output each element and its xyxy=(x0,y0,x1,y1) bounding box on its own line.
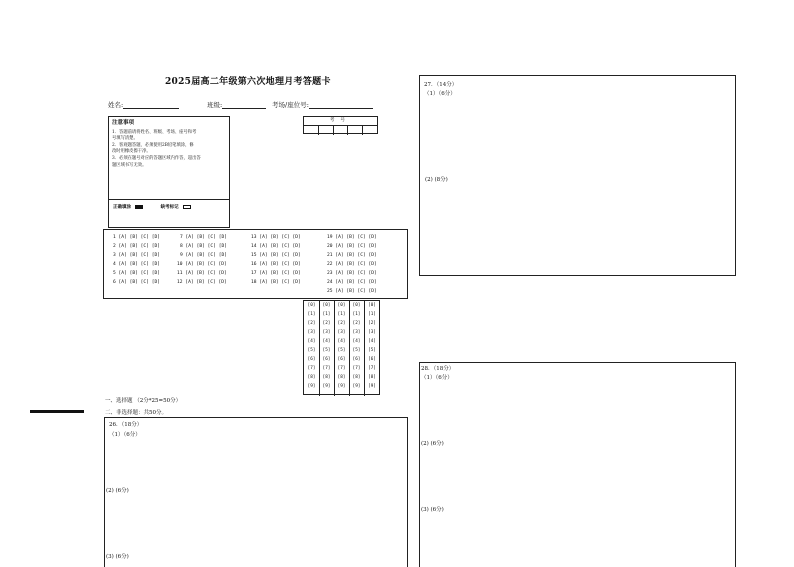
notice-line: 题区域书写无效。 xyxy=(112,162,147,168)
name-field[interactable] xyxy=(108,100,179,109)
digit-bubble[interactable]: [1] xyxy=(368,312,376,317)
choice-question[interactable]: 1 [A] [B] [C] [D] xyxy=(113,235,161,240)
digit-bubble[interactable]: [0] xyxy=(352,303,361,308)
digit-column xyxy=(349,301,365,396)
choice-question[interactable]: 13 [A] [B] [C] [D] xyxy=(251,235,301,240)
digit-bubble[interactable]: [4] xyxy=(337,339,346,344)
digit-bubble[interactable]: [1] xyxy=(352,312,361,317)
digit-bubble[interactable]: [5] xyxy=(368,348,376,353)
digit-bubble[interactable]: [9] xyxy=(352,384,361,389)
digit-bubble[interactable]: [8] xyxy=(307,375,316,380)
digit-column xyxy=(304,301,320,396)
digit-bubble[interactable]: [2] xyxy=(352,321,361,326)
digit-bubble[interactable]: [3] xyxy=(337,330,346,335)
digit-bubble[interactable]: [6] xyxy=(368,357,376,362)
correct-fill-label: 正确填涂 xyxy=(113,205,131,210)
digit-bubble[interactable]: [2] xyxy=(322,321,331,326)
notice-line: 号填写清楚。 xyxy=(112,136,138,142)
answer-box-q26[interactable] xyxy=(104,417,408,567)
answer-box-q27[interactable] xyxy=(419,75,736,276)
fill-legend xyxy=(113,204,191,210)
q26-part3: (3) (6分) xyxy=(106,554,129,560)
digit-bubble[interactable]: [3] xyxy=(307,330,316,335)
choice-question[interactable]: 25 [A] [B] [C] [D] xyxy=(327,289,377,294)
digit-bubble[interactable]: [2] xyxy=(337,321,346,326)
choice-question[interactable]: 5 [A] [B] [C] [D] xyxy=(113,271,161,276)
digit-bubble[interactable]: [3] xyxy=(368,330,376,335)
digit-bubble[interactable]: [8] xyxy=(368,375,376,380)
digit-bubble[interactable]: [8] xyxy=(322,375,331,380)
choice-question[interactable]: 3 [A] [B] [C] [D] xyxy=(113,253,161,258)
absent-checkbox[interactable] xyxy=(183,205,191,209)
exam-number-cell[interactable] xyxy=(304,126,319,135)
choice-question[interactable]: 7 [A] [B] [C] [D] xyxy=(180,235,228,240)
digit-bubble[interactable]: [7] xyxy=(337,366,346,371)
digit-bubble[interactable]: [0] xyxy=(368,303,376,308)
digit-bubble[interactable]: [4] xyxy=(352,339,361,344)
digit-bubble[interactable]: [4] xyxy=(322,339,331,344)
digit-bubble[interactable]: [9] xyxy=(307,384,316,389)
digit-bubble[interactable]: [8] xyxy=(352,375,361,380)
choice-question[interactable]: 10 [A] [B] [C] [D] xyxy=(177,262,227,267)
exam-number-cell[interactable] xyxy=(348,126,363,135)
exam-number-cell[interactable] xyxy=(363,126,377,135)
digit-bubble[interactable]: [3] xyxy=(322,330,331,335)
section-choice-heading: 一、选择题 （2分*25=50分） xyxy=(105,398,182,404)
exam-number-cell[interactable] xyxy=(319,126,334,135)
digit-bubble[interactable]: [9] xyxy=(368,384,376,389)
exam-number-box xyxy=(303,116,378,134)
digit-bubble[interactable]: [0] xyxy=(322,303,331,308)
section-nonchoice-heading: 二、非选择题：共50分。 xyxy=(105,410,167,416)
notice-line: 3．必须在题号对应的答题区域内作答，超出答 xyxy=(112,155,201,161)
digit-bubble[interactable]: [0] xyxy=(337,303,346,308)
digit-column xyxy=(319,301,335,396)
q28-part2: (2) (6分) xyxy=(421,441,444,447)
choice-question[interactable]: 22 [A] [B] [C] [D] xyxy=(327,262,377,267)
choice-question[interactable]: 15 [A] [B] [C] [D] xyxy=(251,253,301,258)
digit-bubble[interactable]: [2] xyxy=(368,321,376,326)
digit-bubble[interactable]: [0] xyxy=(307,303,316,308)
room-seat-field[interactable] xyxy=(272,100,373,109)
exam-number-label: 考号 xyxy=(304,117,377,126)
name-label: 姓名: xyxy=(108,101,124,109)
digit-bubble[interactable]: [8] xyxy=(337,375,346,380)
digit-bubble[interactable]: [5] xyxy=(337,348,346,353)
notice-line: 改时用橡皮擦干净。 xyxy=(112,149,151,155)
digit-bubble[interactable]: [7] xyxy=(307,366,316,371)
digit-bubble[interactable]: [6] xyxy=(322,357,331,362)
answer-box-q28[interactable] xyxy=(419,362,736,567)
digit-bubble[interactable]: [6] xyxy=(337,357,346,362)
choice-question[interactable]: 4 [A] [B] [C] [D] xyxy=(113,262,161,267)
digit-bubble[interactable]: [7] xyxy=(322,366,331,371)
class-field[interactable] xyxy=(207,100,266,109)
q27-part1: （1）（6分） xyxy=(424,91,456,97)
choice-answer-area xyxy=(103,229,408,299)
notice-line: 1．答题前请将姓名、班级、考场、座号和考 xyxy=(112,129,197,135)
digit-bubble[interactable]: [1] xyxy=(307,312,316,317)
sidebar-binding-mark xyxy=(30,410,84,413)
digit-bubble[interactable]: [9] xyxy=(322,384,331,389)
notice-box xyxy=(108,116,230,228)
digit-bubble[interactable]: [5] xyxy=(352,348,361,353)
digit-bubble[interactable]: [5] xyxy=(322,348,331,353)
digit-bubble[interactable]: [7] xyxy=(352,366,361,371)
choice-question[interactable]: 20 [A] [B] [C] [D] xyxy=(327,244,377,249)
choice-question[interactable]: 19 [A] [B] [C] [D] xyxy=(327,235,377,240)
class-label: 班级: xyxy=(207,101,223,109)
notice-line: 2．客观题答题，必须使用2B铅笔填涂，修 xyxy=(112,142,194,148)
page-title: 2025届高二年级第六次地理月考答题卡 xyxy=(165,77,331,87)
choice-question[interactable]: 9 [A] [B] [C] [D] xyxy=(180,253,228,258)
choice-question[interactable]: 12 [A] [B] [C] [D] xyxy=(177,280,227,285)
choice-question[interactable]: 11 [A] [B] [C] [D] xyxy=(177,271,227,276)
digit-bubble[interactable]: [7] xyxy=(368,366,376,371)
choice-question[interactable]: 14 [A] [B] [C] [D] xyxy=(251,244,301,249)
absent-label: 缺考标记 xyxy=(160,205,179,210)
digit-column xyxy=(364,301,380,396)
solid-mark-icon xyxy=(135,205,143,209)
choice-question[interactable]: 6 [A] [B] [C] [D] xyxy=(113,280,161,285)
choice-question[interactable]: 21 [A] [B] [C] [D] xyxy=(327,253,377,258)
digit-bubble[interactable]: [4] xyxy=(368,339,376,344)
q26-part2: (2) (6分) xyxy=(106,488,129,494)
notice-heading: 注意事项 xyxy=(112,120,135,126)
digit-bubble[interactable]: [6] xyxy=(352,357,361,362)
digit-column xyxy=(334,301,350,396)
q27-header: 27．（14分） xyxy=(424,82,458,88)
room-seat-label: 考场/座位号: xyxy=(272,101,309,109)
choice-question[interactable]: 23 [A] [B] [C] [D] xyxy=(327,271,377,276)
q28-header: 28．（18分） xyxy=(421,366,455,372)
choice-question[interactable]: 18 [A] [B] [C] [D] xyxy=(251,280,301,285)
choice-question[interactable]: 17 [A] [B] [C] [D] xyxy=(251,271,301,276)
q26-part1: （1）（6分） xyxy=(109,432,141,438)
digit-bubble[interactable]: [2] xyxy=(307,321,316,326)
choice-question[interactable]: 2 [A] [B] [C] [D] xyxy=(113,244,161,249)
choice-question[interactable]: 8 [A] [B] [C] [D] xyxy=(180,244,228,249)
digit-bubble[interactable]: [5] xyxy=(307,348,316,353)
digit-bubble[interactable]: [1] xyxy=(322,312,331,317)
exam-number-cell[interactable] xyxy=(334,126,349,135)
q27-part2: (2) (8分) xyxy=(425,177,448,183)
q26-header: 26．（18分） xyxy=(109,422,143,428)
digit-bubble[interactable]: [3] xyxy=(352,330,361,335)
q28-part3: (3) (6分) xyxy=(421,507,444,513)
choice-question[interactable]: 16 [A] [B] [C] [D] xyxy=(251,262,301,267)
exam-number-bubble-grid xyxy=(303,300,380,395)
digit-bubble[interactable]: [1] xyxy=(337,312,346,317)
digit-bubble[interactable]: [6] xyxy=(307,357,316,362)
digit-bubble[interactable]: [9] xyxy=(337,384,346,389)
choice-question[interactable]: 24 [A] [B] [C] [D] xyxy=(327,280,377,285)
q28-part1: （1）（6分） xyxy=(421,375,453,381)
digit-bubble[interactable]: [4] xyxy=(307,339,316,344)
